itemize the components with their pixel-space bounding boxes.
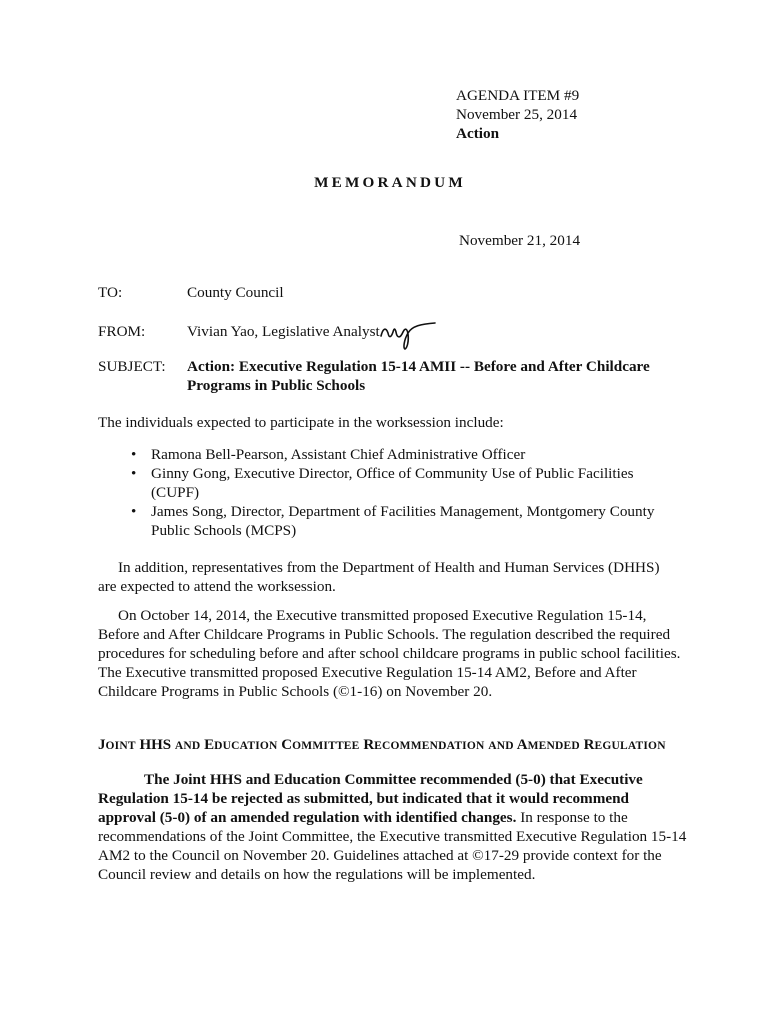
participant-line: Ramona Bell-Pearson, Assistant Chief Administrative Officer xyxy=(151,446,526,463)
heading-smallcaps: ECOMMENDATION xyxy=(374,740,485,752)
agenda-action: Action xyxy=(456,125,500,142)
paragraph-transmittal xyxy=(98,606,698,701)
bullet-icon: • xyxy=(131,503,137,520)
paragraph-line: are expected to attend the worksession. xyxy=(98,578,336,595)
participant-line: Ginny Gong, Executive Director, Office of Community Use of Public Facilities xyxy=(151,465,634,482)
paragraph-line: procedures for scheduling before and after school childcare programs in public school facilities. xyxy=(98,645,681,662)
section-heading xyxy=(98,736,666,756)
paragraph-bold-span: approval (5-0) of an amended regulation with identified changes. xyxy=(98,809,517,826)
participant-line-cont: (CUPF) xyxy=(151,484,200,501)
heading-smallcaps: OINT xyxy=(105,740,136,752)
paragraph-line: Council review and details on how the regulations will be implemented. xyxy=(98,866,536,883)
paragraph-dhhs xyxy=(98,558,698,596)
paragraph-line xyxy=(98,808,698,827)
paragraph-line: recommendations of the Joint Committee, the Executive transmitted Executive Regulation 15-14 xyxy=(98,828,687,845)
heading-cap: R xyxy=(363,737,375,753)
memo-date: November 21, 2014 xyxy=(459,232,581,249)
heading-smallcaps: DUCATION xyxy=(214,740,278,752)
participants-intro: The individuals expected to participate in the worksession include: xyxy=(98,414,504,431)
heading-smallcaps: EGULATION xyxy=(594,740,666,752)
heading-cap: E xyxy=(204,737,215,753)
paragraph-recommendation xyxy=(98,770,698,884)
heading-cap: J xyxy=(98,737,106,753)
paragraph-line: Regulation 15-14 be rejected as submitted, but indicated that it would recommend xyxy=(98,790,629,807)
participants-list xyxy=(131,445,691,540)
paragraph-line: AM2 to the Council on November 20. Guidelines attached at ©17-29 provide context for the xyxy=(98,847,662,864)
heading-cap: C xyxy=(281,737,293,753)
heading-cap: A xyxy=(516,737,528,753)
participant-line: James Song, Director, Department of Facilities Management, Montgomery County xyxy=(151,503,655,520)
agenda-item-label: AGENDA ITEM #9 xyxy=(456,87,580,104)
list-item xyxy=(131,464,691,502)
paragraph-line: The Executive transmitted proposed Executive Regulation 15-14 AM2, Before and After xyxy=(98,664,637,681)
subject-line-1: Action: Executive Regulation 15-14 AMII -- Before and After Childcare xyxy=(187,358,650,375)
paragraph-line: In addition, representatives from the Department of Health and Human Services (DHHS) xyxy=(118,559,660,576)
agenda-header xyxy=(456,86,579,143)
paragraph-span: In response to the xyxy=(516,809,628,826)
memo-title: MEMORANDUM xyxy=(314,174,466,191)
participant-line-cont: Public Schools (MCPS) xyxy=(151,522,297,539)
subject-label: SUBJECT: xyxy=(98,358,166,375)
heading-smallcaps: OMMITTEE xyxy=(292,740,360,752)
paragraph-line: On October 14, 2014, the Executive transmitted proposed Executive Regulation 15-14, xyxy=(118,607,647,624)
heading-smallcaps: AND xyxy=(174,740,201,752)
subject-line-2: Programs in Public Schools xyxy=(187,377,366,394)
to-value: County Council xyxy=(187,284,284,301)
heading-word: HHS xyxy=(139,737,172,753)
heading-smallcaps: MENDED xyxy=(527,740,580,752)
from-value: Vivian Yao, Legislative Analyst xyxy=(187,323,380,340)
heading-cap: R xyxy=(583,737,595,753)
from-label: FROM: xyxy=(98,323,146,340)
agenda-date: November 25, 2014 xyxy=(456,106,578,123)
bullet-icon: • xyxy=(131,465,137,482)
heading-smallcaps: AND xyxy=(488,740,514,752)
bullet-icon: • xyxy=(131,446,137,463)
list-item xyxy=(131,502,691,540)
paragraph-line: Before and After Childcare Programs in Public Schools. The regulation described the required xyxy=(98,626,671,643)
paragraph-line: The Joint HHS and Education Committee recommended (5-0) that Executive xyxy=(144,771,643,788)
analyst-initials-signature xyxy=(377,316,437,352)
paragraph-line: Childcare Programs in Public Schools (©1-16) on November 20. xyxy=(98,683,493,700)
list-item xyxy=(131,445,691,464)
to-label: TO: xyxy=(98,284,123,301)
